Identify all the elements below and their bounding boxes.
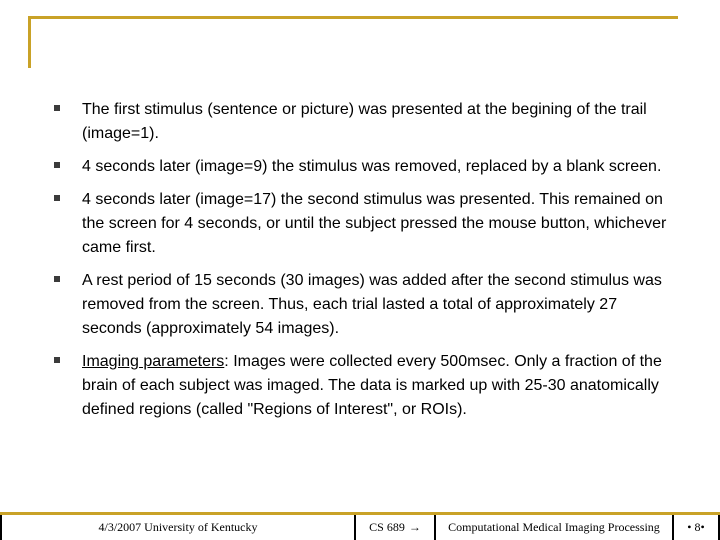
right-arrow-icon: → bbox=[408, 520, 421, 534]
footer-course bbox=[356, 515, 434, 540]
square-bullet-icon bbox=[54, 357, 60, 363]
square-bullet-icon bbox=[54, 195, 60, 201]
square-bullet-icon bbox=[54, 162, 60, 168]
imaging-parameters-label: Imaging parameters bbox=[82, 353, 225, 370]
bullet-text-container bbox=[82, 350, 674, 422]
bullet-item bbox=[54, 269, 674, 341]
square-bullet-icon bbox=[54, 105, 60, 111]
bullet-item bbox=[54, 188, 674, 260]
bullet-text: : Images were collected every 500msec. Only a fraction of the brain of each subject was imaged. The data is marked up with 25-30 anatomically defined regions (called "Regions of Interest", or ROIs). bbox=[82, 353, 662, 418]
footer-date-organization: 4/3/2007 University of Kentucky bbox=[2, 515, 354, 540]
bullet-text: 4 seconds later (image=17) the second stimulus was presented. This remained on the screen for 4 seconds, or until the subject pressed the mouse button, whichever came first. bbox=[82, 191, 667, 256]
square-bullet-icon bbox=[54, 276, 60, 282]
decorative-top-rule bbox=[28, 16, 678, 19]
decorative-left-rule bbox=[28, 16, 31, 68]
footer-page-number: • 8• bbox=[674, 515, 718, 540]
bullet-text: 4 seconds later (image=9) the stimulus was removed, replaced by a blank screen. bbox=[82, 158, 662, 175]
footer-course-label: CS 689 bbox=[369, 520, 405, 534]
bullet-item bbox=[54, 350, 674, 422]
bullet-list bbox=[54, 98, 674, 431]
bullet-text: The first stimulus (sentence or picture) was presented at the begining of the trail (image=1). bbox=[82, 101, 647, 142]
footer-course-title: Computational Medical Imaging Processing bbox=[436, 515, 672, 540]
slide-footer bbox=[0, 512, 720, 540]
bullet-item bbox=[54, 98, 674, 146]
bullet-text: A rest period of 15 seconds (30 images) was added after the second stimulus was removed from the screen. Thus, each trial lasted a total of approximately 27 seconds (approximately 54 images). bbox=[82, 272, 662, 337]
bullet-item bbox=[54, 155, 674, 179]
